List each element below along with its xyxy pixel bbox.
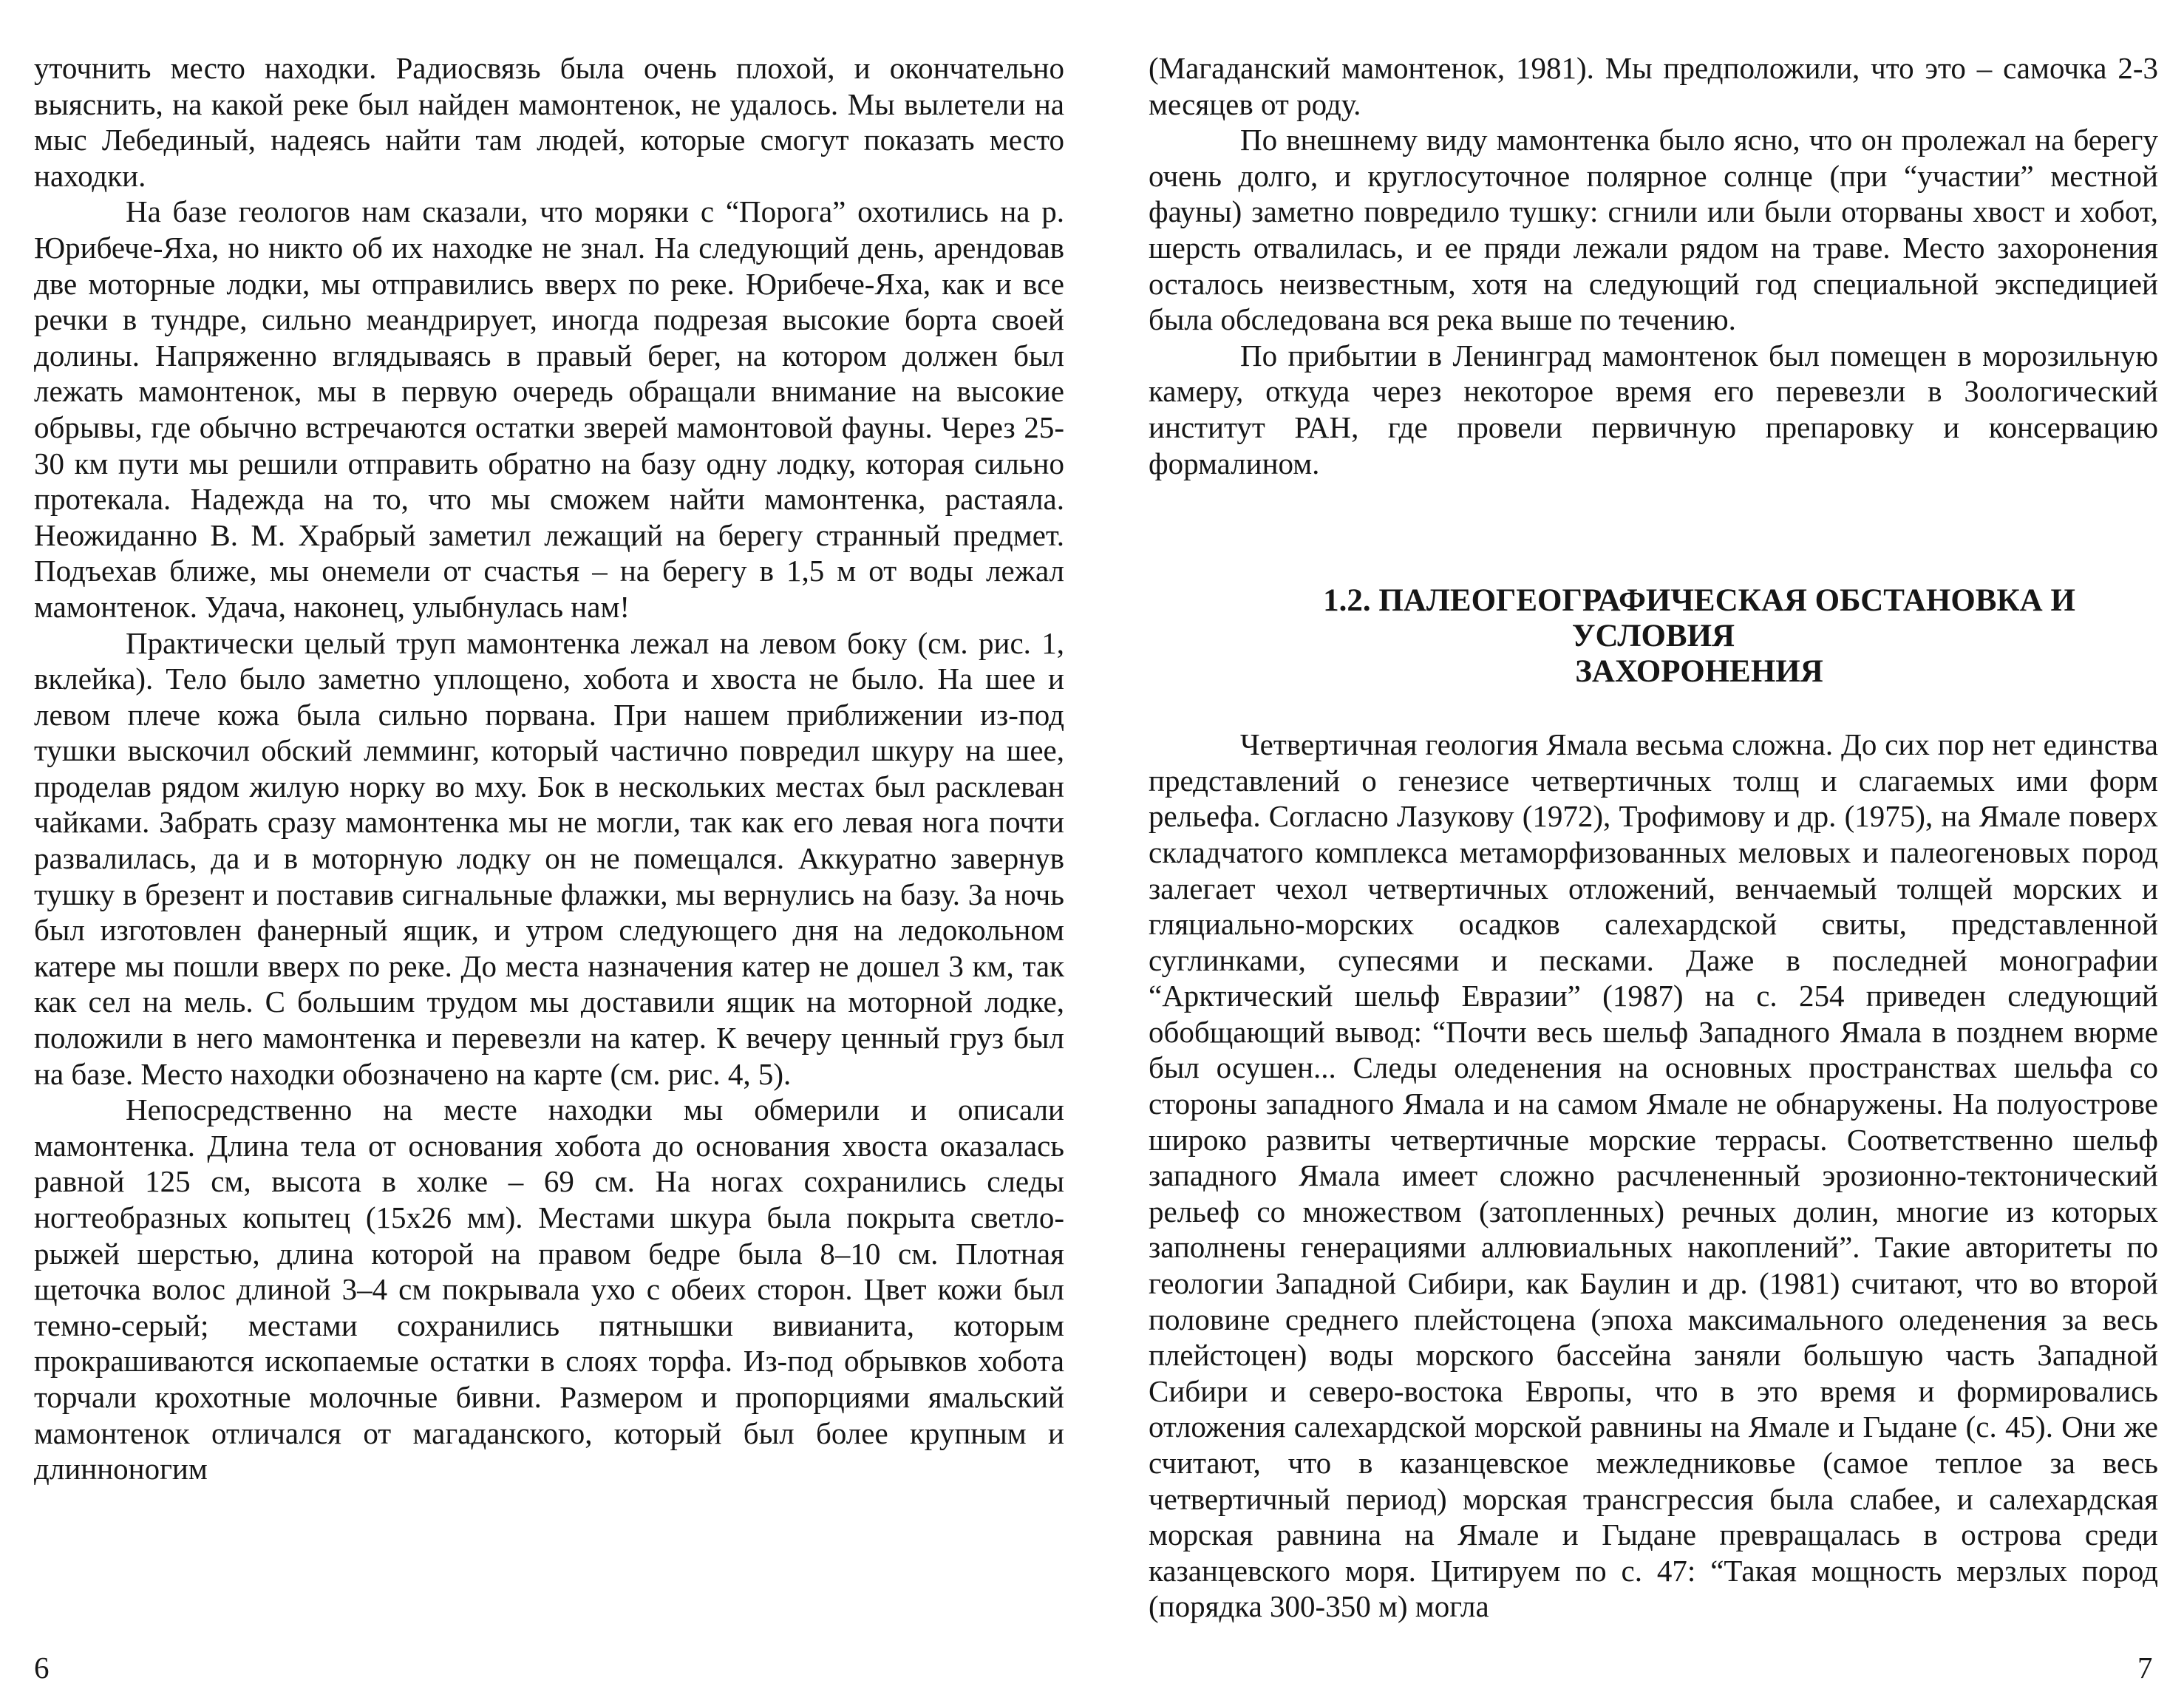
paragraph: По прибытии в Ленинград мамонтенок был помещен в морозильную камеру, откуда через некоторое время его перевезли в Зоологический институт РАН, где провели первичную препаровку и консервацию формалином. (1149, 338, 2158, 480)
page-number: 6 (34, 1651, 50, 1685)
section-heading (1149, 583, 2158, 690)
page-number: 7 (2137, 1651, 2153, 1685)
paragraph: Непосредственно на месте находки мы обмерили и описали мамонтенка. Длина тела от основания хобота до основания хвоста оказалась равной 125 см, высота в холке – 69 см. На ногах сохранились следы ногтеобразных копытец (15x26 мм). Местами шкура была покрыта светло-рыжей шерстью, длина которой на правом бедре была 8–10 см. Плотная щеточка волос длиной 3–4 см покрывала ухо с обеих сторон. Цвет кожи был темно-серый; местами сохранились пятнышки вивианита, которым прокрашиваются ископаемые остатки в слоях торфа. Из-под обрывков хобота торчали крохотные молочные бивни. Размером и пропорциями ямальский мамонтенок отличался от магаданского, который был более крупным и длинноногим (34, 1092, 1064, 1486)
right-page-text (1149, 50, 2158, 1625)
paragraph: уточнить место находки. Радиосвязь была очень плохой, и окончательно выяснить, на какой реке был найден мамонтенок, не удалось. Мы вылетели на мыс Лебединый, надеясь найти там людей, которые смогут показать место находки. (34, 51, 1064, 193)
section-heading-line: ЗАХОРОНЕНИЯ (1575, 654, 1823, 690)
right-page (1092, 0, 2184, 1689)
paragraph: Практически целый труп мамонтенка лежал на левом боку (см. рис. 1, вклейка). Тело было заметно уплощено, хобота и хвоста не было. На шее и левом плече кожа была сильно порвана. При нашем приближении из-под тушки выскочил обский лемминг, который частично повредил шкуру на шее, проделав рядом жилую норку во мху. Бок в нескольких местах был расклеван чайками. Забрать сразу мамонтенка мы не могли, так как его левая нога почти развалилась, да и в моторную лодку он не помещался. Аккуратно завернув тушку в брезент и поставив сигнальные флажки, мы вернулись на базу. За ночь был изготовлен фанерный ящик, и утром следующего дня на ледокольном катере мы пошли вверх по реке. До места назначения катер не дошел 3 км, так как сел на мель. С большим трудом мы доставили ящик на моторной лодке, положили в него мамонтенка и перевезли на катер. К вечеру ценный груз был на базе. Место находки обозначено на карте (см. рис. 4, 5). (34, 625, 1064, 1091)
left-page-text (34, 50, 1064, 1487)
paragraph: По внешнему виду мамонтенка было ясно, что он пролежал на берегу очень долго, и круглосуточное полярное солнце (при “участии” местной фауны) заметно повредило тушку: сгнили или были оторваны хвост и хобот, шерсть отвалилась, и ее пряди лежали рядом на траве. Место захоронения осталось неизвестным, хотя на следующий год специальной экспедицией была обследована вся река выше по течению. (1149, 123, 2158, 337)
paragraph: Четвертичная геология Ямала весьма сложна. До сих пор нет единства представлений о генезисе четвертичных толщ и слагаемых ими форм рельефа. Согласно Лазукову (1972), Трофимову и др. (1975), на Ямале поверх складчатого комплекса метаморфизованных меловых и палеогеновых пород залегает чехол четвертичных отложений, венчаемый толщей морских и гляциально-морских осадков салехардской свиты, представленной суглинками, супесями и песками. Даже в последней монографии “Арктический шельф Евразии” (1987) на с. 254 приведен следующий обобщающий вывод: “Почти весь шельф Западного Ямала в позднем вюрме был осушен... Следы оледенения на основных пространствах шельфа со стороны западного Ямала и на самом Ямале не обнаружены. На полуострове широко развиты четвертичные морские террасы. Соответственно шельф западного Ямала имеет сложно расчлененный эрозионно-тектонический рельеф со множеством (затопленных) речных долин, многие из которых заполнены генерациями аллювиальных накоплений”. Такие авторитеты по геологии Западной Сибири, как Баулин и др. (1981) считают, что во второй половине среднего плейстоцена (эпоха максимального оледенения за весь плейстоцен) воды морского бассейна заняли большую часть Западной Сибири и северо-востока Европы, что в это время и формировались отложения салехардской морской равнины на Ямале и Гыдане (с. 45). Они же считают, что в казанцевское межледниковье (самое теплое за весь четвертичный период) морская трансгрессия была слабее, и салехардская морская равнина на Ямале и Гыдане превращалась в острова среди казанцевского моря. Цитируем по с. 47: “Такая мощность мерзлых пород (порядка 300-350 м) могла (1149, 727, 2158, 1624)
paragraph: (Магаданский мамонтенок, 1981). Мы предположили, что это – самочка 2-3 месяцев от роду. (1149, 51, 2158, 121)
paragraph: На базе геологов нам сказали, что моряки с “Порога” охотились на р. Юрибече-Яха, но никто об их находке не знал. На следующий день, арендовав две моторные лодки, мы отправились вверх по реке. Юрибече-Яха, как и все речки в тундре, сильно меандрирует, иногда подрезая высокие борта своей долины. Напряженно вглядываясь в правый берег, на котором должен был лежать мамонтенок, мы в первую очередь обращали внимание на высокие обрывы, где обычно встречаются остатки зверей мамонтовой фауны. Через 25-30 км пути мы решили отправить обратно на базу одну лодку, которая сильно протекала. Надежда на то, что мы сможем найти мамонтенка, растаяла. Неожиданно В. М. Храбрый заметил лежащий на берегу странный предмет. Подъехав ближе, мы онемели от счастья – на берегу в 1,5 м от воды лежал мамонтенок. Удача, наконец, улыбнулась нам! (34, 194, 1064, 624)
section-heading-line: 1.2. ПАЛЕОГЕОГРАФИЧЕСКАЯ ОБСТАНОВКА И УСЛОВИЯ (1323, 583, 2075, 654)
